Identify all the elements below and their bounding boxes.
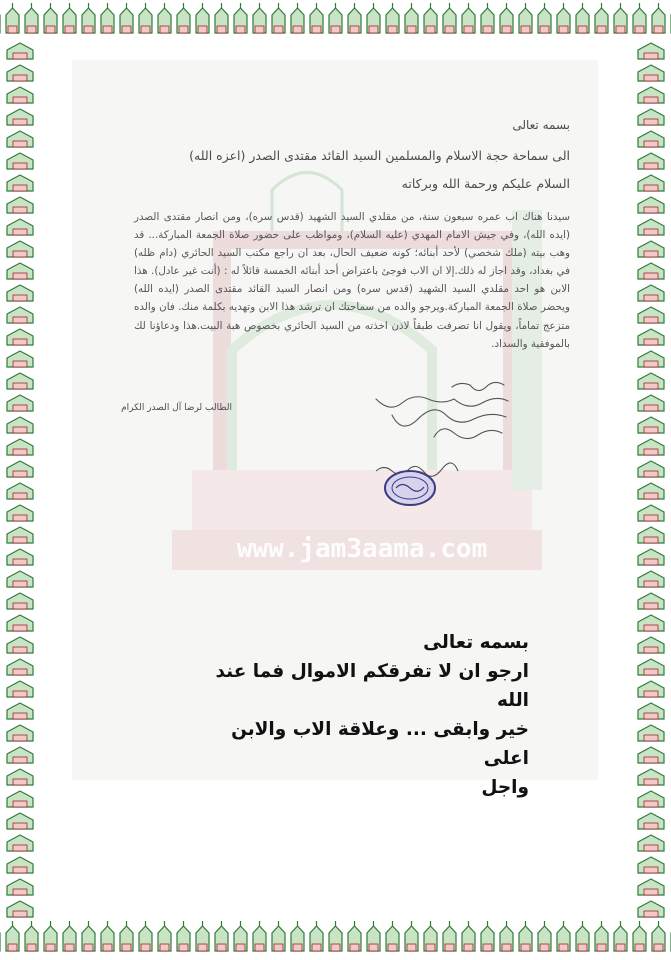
- letter-body: سيدنا هناك اب عمره سبعون سنة، من مقلدي السيد الشهيد (قدس سره)، ومن انصار مقتدى الصدر (ايده الله)، وفي جيش الامام المهدي (عليه السلام)، ومواظب على حضور صلاة الجمعة المباركة... قد وهب بيته (ملك شخصي) لأحد أبنائه؛ كونه ضعيف الحال، بعد ان راجع مكتب السيد الحائري (دام ظله) في بغداد، وقد اجاز له ذلك.إلا ان الاب فوجئ باعتراض أحد أبنائه الخمسة قائلاً له : (أنت غير عادل). هذا الابن هو احد مقلدي السيد الشهيد (قدس سره) ومن انصار السيد القائد مقتدى الصدر (ايده الله) ويحضر صلاة الجمعة المباركة.ويرجو والده من سماحتك ان ترشد هذا الابن وتهديه بكلمة منك. فان والده متزعج تماماً، ويقول انا تصرفت طبقاً لاذن اخذته من السيد الحائري بخصوص هبة البيت.هذا ودعاؤنا لك بالموفقية والسداد.: [134, 211, 570, 350]
- reply-line-4: واجل: [481, 777, 529, 798]
- watermark-url: www.jam3aama.com: [236, 534, 488, 564]
- handwritten-annotation: [362, 375, 512, 455]
- reply-text: [209, 628, 529, 802]
- letter-greeting: بسمه تعالى: [512, 118, 570, 132]
- decorative-border-bottom: [0, 918, 671, 958]
- reply-line-3: خير وابقى ... وعلاقة الاب والابن اعلى: [231, 719, 529, 769]
- decorative-border-left: [0, 0, 40, 960]
- office-stamp: [382, 468, 438, 508]
- decorative-border-top: [0, 0, 671, 40]
- letter-salutation: السلام عليكم ورحمة الله وبركاته: [401, 176, 570, 191]
- reply-line-2: ارجو ان لا تفرقكم الاموال فما عند الله: [215, 661, 529, 711]
- letter-addressee: الى سماحة حجة الاسلام والمسلمين السيد القائد مقتدى الصدر (اعزه الله): [189, 148, 570, 163]
- reply-line-1: بسمه تعالى: [423, 632, 529, 653]
- decorative-border-right: [631, 0, 671, 960]
- letter-signature: الطالب لرضا آل الصدر الكرام: [121, 403, 232, 413]
